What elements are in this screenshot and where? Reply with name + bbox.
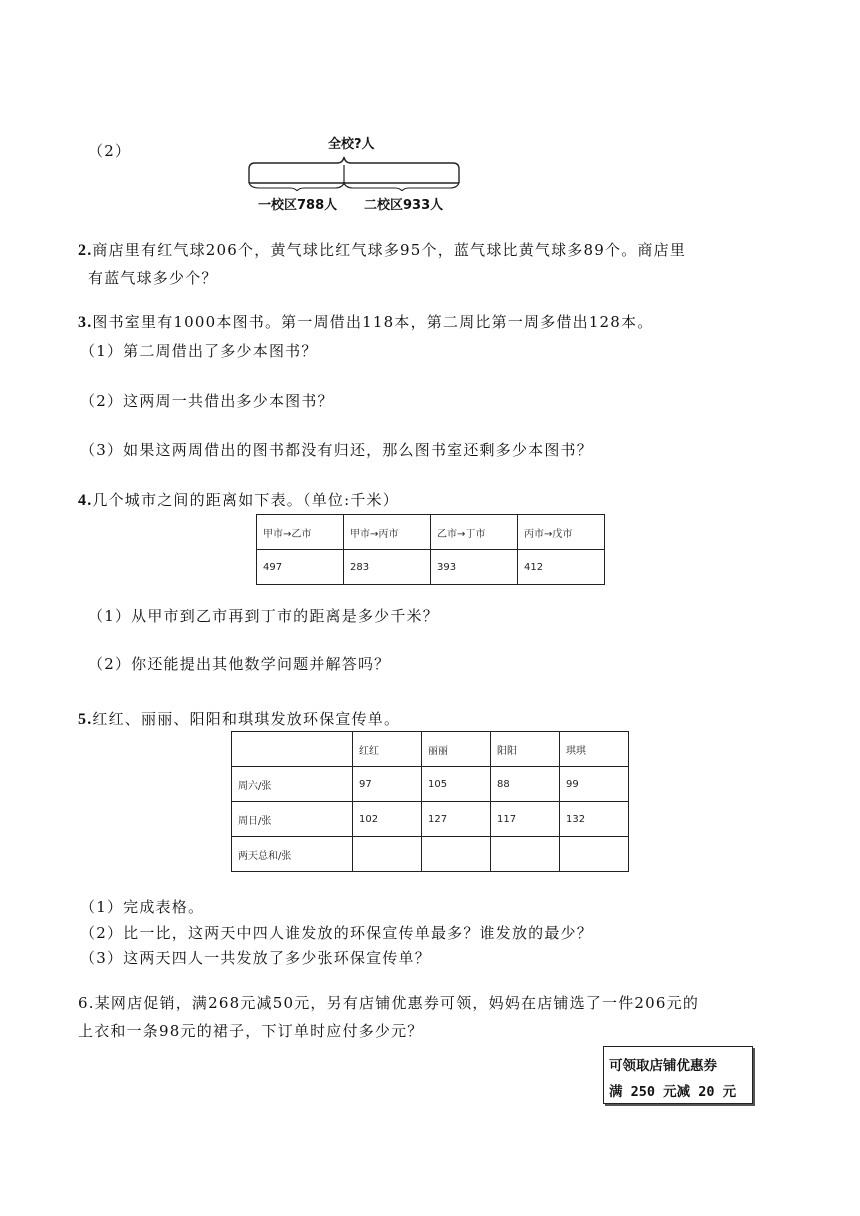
question-5-sub3: （3）这两天四人一共发放了多少张环保宣传单？ [80,949,431,967]
leaflet-cell: 127 [422,802,491,837]
distance-value-cell: 497 [257,550,344,585]
distance-header-cell: 甲市→乙市 [257,515,344,550]
leaflet-cell: 102 [353,802,422,837]
question-5-sub1: （1）完成表格。 [80,898,205,916]
question-3-sub3: （3）如果这两周借出的图书都没有归还，那么图书室还剩多少本图书？ [80,441,593,459]
leaflet-cell [353,837,422,872]
leaflet-header-cell: 丽丽 [422,732,491,767]
leaflet-cell: 97 [353,767,422,802]
leaflet-table-row [232,837,629,872]
brace-diagram [245,155,467,191]
question-4-number: 4. [78,492,93,509]
question-5-text: 红红、丽丽、阳阳和琪琪发放环保宣传单。 [92,710,401,728]
diagram-right-label: 二校区933人 [364,198,444,213]
question-2-line1 [78,239,686,260]
coupon-line2: 满 250 元减 20 元 [609,1084,737,1100]
distance-value-cell: 412 [518,550,605,585]
diagram-left-label: 一校区788人 [258,198,338,213]
distance-table-value-row [257,550,605,585]
question-2-number: 2. [78,242,93,259]
leaflet-table-header-row [232,732,629,767]
distance-header-cell: 乙市→丁市 [431,515,518,550]
total-brace [249,157,459,183]
question-6-line2: 上衣和一条98元的裙子，下订单时应付多少元？ [78,1022,424,1040]
leaflet-header-cell [232,732,353,767]
leaflet-table-row [232,767,629,802]
question-6-line1: 6.某网店促销，满268元减50元，另有店铺优惠券可领，妈妈在店铺选了一件206元的 [78,994,700,1012]
leaflet-table-row [232,802,629,837]
left-brace [249,183,344,191]
distance-value-cell: 393 [431,550,518,585]
distance-header-cell: 甲市→丙市 [344,515,431,550]
distance-table-header-row [257,515,605,550]
question-3-text: 图书室里有1000本图书。第一周借出118本，第二周比第一周多借出128本。 [92,313,654,331]
distance-value-cell: 283 [344,550,431,585]
distance-header-cell: 丙市→戊市 [518,515,605,550]
question-5-sub2: （2）比一比，这两天中四人谁发放的环保宣传单最多？谁发放的最少？ [80,924,593,942]
right-brace [344,183,459,191]
question-4-sub1: （1）从甲市到乙市再到丁市的距离是多少千米？ [88,607,439,625]
leaflet-row-label: 周六/张 [232,767,353,802]
question-2-text: 商店里有红气球206个，黄气球比红气球多95个，蓝气球比黄气球多89个。商店里 [92,241,687,259]
question-4-text: 几个城市之间的距离如下表。（单位:千米） [92,491,399,509]
leaflet-cell: 99 [560,767,629,802]
store-coupon [603,1046,753,1104]
leaflet-row-label: 周日/张 [232,802,353,837]
question-4-sub2: （2）你还能提出其他数学问题并解答吗？ [88,655,391,673]
leaflet-cell: 105 [422,767,491,802]
leaflet-table [231,731,629,872]
leaflet-cell [491,837,560,872]
q1-sub2-label: （2） [88,142,132,160]
question-3-sub1: （1）第二周借出了多少本图书？ [80,342,318,360]
leaflet-header-cell: 红红 [353,732,422,767]
coupon-line1: 可领取店铺优惠券 [609,1058,717,1074]
leaflet-header-cell: 阳阳 [491,732,560,767]
leaflet-cell: 88 [491,767,560,802]
question-4-line1 [78,489,399,510]
question-5-number: 5. [78,711,93,728]
leaflet-cell [422,837,491,872]
question-5-line1 [78,708,400,729]
diagram-total-label: 全校?人 [328,137,375,152]
distance-table [256,514,605,585]
leaflet-cell [560,837,629,872]
leaflet-row-label: 两天总和/张 [232,837,353,872]
question-3-line1 [78,311,653,332]
leaflet-header-cell: 琪琪 [560,732,629,767]
leaflet-cell: 117 [491,802,560,837]
question-3-number: 3. [78,314,93,331]
question-2-line2: 有蓝气球多少个？ [88,269,218,287]
question-3-sub2: （2）这两周一共借出多少本图书？ [80,392,334,410]
leaflet-cell: 132 [560,802,629,837]
